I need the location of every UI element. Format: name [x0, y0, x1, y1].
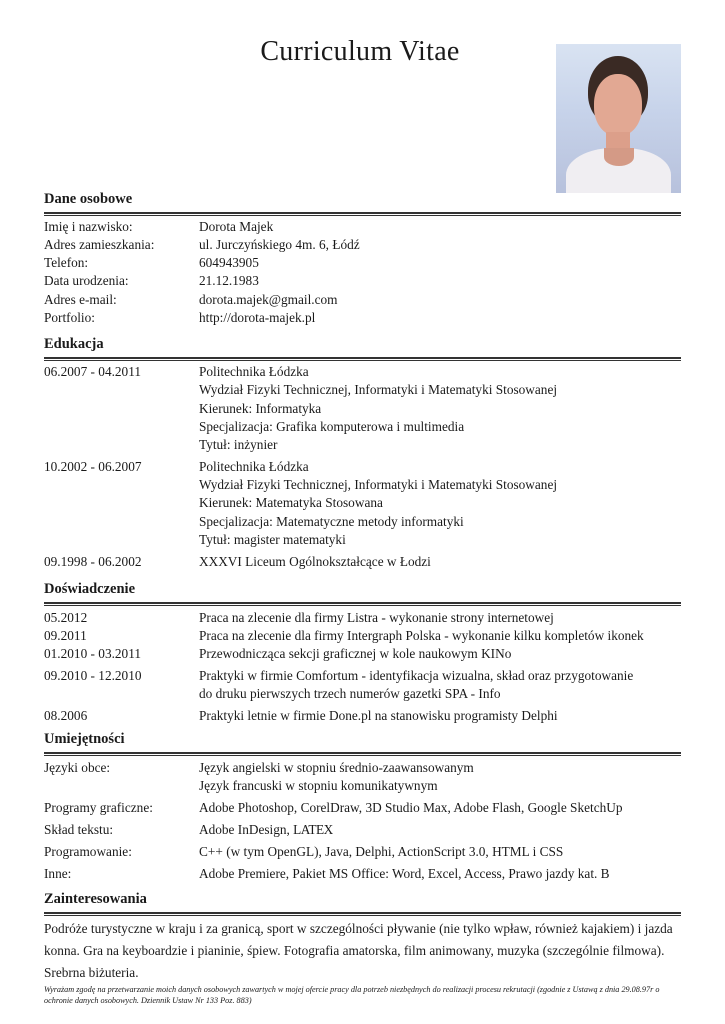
education-date: 06.2007 - 04.2011	[44, 364, 142, 379]
skills-line: Język angielski w stopniu średnio-zaawansowanym	[199, 760, 474, 775]
portrait-photo	[556, 44, 681, 193]
experience-date: 09.2010 - 12.2010	[44, 668, 142, 683]
education-line: Tytuł: magister matematyki	[199, 532, 346, 547]
education-line: Wydział Fizyki Technicznej, Informatyki i Matematyki Stosowanej	[199, 382, 558, 397]
consent-clause: Wyrażam zgodę na przetwarzanie moich danych osobowych zawartych w mojej ofercie pracy dla potrzeb niezbędnych do realizacji procesu rekrutacji (zgodnie z Ustawą z dnia 29.08.97r o ochronie danych osobowych. Dziennik Ustaw Nr 133 Poz. 883)	[44, 985, 660, 1005]
section-rule	[44, 357, 681, 361]
photo-face	[594, 74, 642, 136]
skills-line: Adobe Photoshop, CorelDraw, 3D Studio Max, Adobe Flash, Google SketchUp	[199, 800, 623, 815]
education-date: 09.1998 - 06.2002	[44, 554, 142, 569]
personal-label: Adres e-mail:	[44, 292, 117, 307]
section-rule	[44, 912, 681, 916]
personal-label: Imię i nazwisko:	[44, 219, 133, 234]
skills-line: C++ (w tym OpenGL), Java, Delphi, ActionScript 3.0, HTML i CSS	[199, 844, 564, 859]
latex-logo: LATEX	[293, 822, 333, 837]
skills-line: Język francuski w stopniu komunikatywnym	[199, 778, 438, 793]
skills-label: Programy graficzne:	[44, 800, 153, 815]
document-title: Curriculum Vitae	[260, 36, 460, 67]
skills-label: Języki obce:	[44, 760, 111, 775]
personal-value: Dorota Majek	[199, 219, 274, 234]
education-line: Specjalizacja: Matematyczne metody informatyki	[199, 514, 464, 529]
section-title-education: Edukacja	[44, 336, 104, 352]
education-date: 10.2002 - 06.2007	[44, 459, 142, 474]
experience-line: Przewodnicząca sekcji graficznej w kole naukowym KINo	[199, 646, 512, 661]
skills-label: Skład tekstu:	[44, 822, 114, 837]
skills-line: Adobe Premiere, Pakiet MS Office: Word, Excel, Access, Prawo jazdy kat. B	[199, 866, 610, 881]
experience-line: Praktyki w firmie Comfortum - identyfikacja wizualna, skład oraz przygotowanie	[199, 668, 634, 683]
section-title-skills: Umiejętności	[44, 731, 125, 747]
education-line: Kierunek: Informatyka	[199, 401, 322, 416]
experience-date: 09.2011	[44, 628, 87, 643]
section-rule	[44, 212, 681, 216]
section-title-experience: Doświadczenie	[44, 581, 136, 597]
experience-line: Praca na zlecenie dla firmy Listra - wykonanie strony internetowej	[199, 610, 554, 625]
skills-label: Programowanie:	[44, 844, 132, 859]
skills-label: Inne:	[44, 866, 72, 881]
experience-date: 05.2012	[44, 610, 88, 625]
experience-line: Praca na zlecenie dla firmy Intergraph Polska - wykonanie kilku kompletów ikonek	[199, 628, 644, 643]
education-line: Kierunek: Matematyka Stosowana	[199, 495, 383, 510]
personal-label: Portfolio:	[44, 310, 95, 325]
section-rule	[44, 602, 681, 606]
email-link[interactable]: dorota.majek@gmail.com	[199, 292, 338, 307]
education-line: Specjalizacja: Grafika komputerowa i multimedia	[199, 419, 465, 434]
skills-line	[199, 821, 333, 839]
personal-value: 604943905	[199, 255, 259, 270]
section-rule	[44, 752, 681, 756]
education-line: Tytuł: inżynier	[199, 437, 278, 452]
education-line: Wydział Fizyki Technicznej, Informatyki i Matematyki Stosowanej	[199, 477, 558, 492]
section-title-personal: Dane osobowe	[44, 191, 133, 207]
portfolio-link[interactable]: http://dorota-majek.pl	[199, 310, 316, 325]
education-line: Politechnika Łódzka	[199, 459, 309, 474]
photo-collar	[604, 148, 634, 166]
education-line: XXXVI Liceum Ogólnokształcące w Łodzi	[199, 554, 431, 569]
personal-label: Telefon:	[44, 255, 89, 270]
interests-text: Podróże turystyczne w kraju i za granicą, sport w szczególności pływanie (nie tylko wpław, również kajakiem) i jazda konna. Gra na keyboardzie i pianinie, śpiew. Fotografia amatorska, film animowany, muzyka (szczególnie filmowa). Srebrna biżuteria.	[44, 921, 673, 980]
experience-line: Praktyki letnie w firmie Done.pl na stanowisku programisty Delphi	[199, 708, 558, 723]
education-line: Politechnika Łódzka	[199, 364, 309, 379]
experience-date: 08.2006	[44, 708, 88, 723]
personal-label: Data urodzenia:	[44, 273, 129, 288]
experience-line: do druku pierwszych trzech numerów gazetki SPA - Info	[199, 686, 501, 701]
section-title-interests: Zainteresowania	[44, 891, 147, 907]
personal-label: Adres zamieszkania:	[44, 237, 155, 252]
experience-date: 01.2010 - 03.2011	[44, 646, 142, 661]
personal-value: 21.12.1983	[199, 273, 259, 288]
skills-text: Adobe InDesign,	[199, 822, 294, 837]
personal-value: ul. Jurczyńskiego 4m. 6, Łódź	[199, 237, 360, 252]
